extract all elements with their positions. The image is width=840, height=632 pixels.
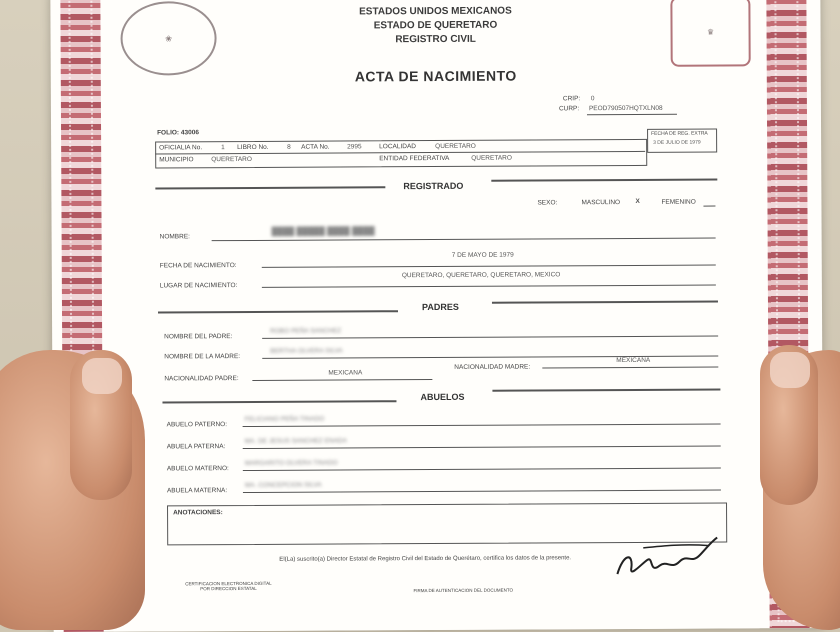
municipio-label: MUNICIPIO — [159, 156, 194, 164]
acta-label: ACTA No. — [301, 143, 330, 151]
lugar-nacimiento-label: LUGAR DE NACIMIENTO: — [159, 282, 238, 290]
sexo-label: SEXO: — [537, 199, 558, 207]
crip-label: CRIP: — [562, 95, 581, 103]
abuelo-materno-label: ABUELO MATERNO: — [166, 465, 229, 473]
acta-value: 2995 — [347, 143, 362, 151]
fecha-nacimiento-label: FECHA DE NACIMIENTO: — [159, 262, 237, 270]
masculino-label: MASCULINO — [581, 199, 621, 207]
femenino-box — [703, 206, 715, 207]
abuela-paterna-value: MA. DE JESUS SANCHEZ ENADA — [244, 437, 347, 446]
header-line-1: ESTADOS UNIDOS MEXICANOS — [359, 5, 512, 18]
document-title: ACTA DE NACIMIENTO — [354, 67, 517, 85]
abuelo-materno-value: MARGARITO OLVERA TINADO — [244, 459, 338, 468]
entidad-label: ENTIDAD FEDERATIVA — [379, 154, 450, 163]
madre-label: NOMBRE DE LA MADRE: — [164, 353, 241, 361]
certification-text: El(La) suscrito(a) Director Estatal de Registro Civil del Estado de Querétaro, certifica los datos de la presente. — [279, 555, 572, 563]
nacionalidad-madre-value: MEXICANA — [616, 356, 651, 365]
madre-value: BERTHA OLVERA SILVA — [270, 347, 343, 355]
fecha-reg-label: FECHA DE REG. EXTRA — [651, 130, 708, 137]
firma-label: FIRMA DE AUTENTICACION DEL DOCUMENTO — [413, 587, 513, 594]
nombre-label: NOMBRE: — [159, 233, 190, 241]
municipio-value: QUERETARO — [211, 155, 252, 164]
femenino-label: FEMENINO — [661, 198, 696, 206]
oficialia-value: 1 — [221, 144, 225, 152]
abuelo-paterno-label: ABUELO PATERNO: — [166, 421, 228, 429]
nacionalidad-madre-label: NACIONALIDAD MADRE: — [454, 363, 531, 371]
nacionalidad-padre-label: NACIONALIDAD PADRE: — [164, 375, 239, 383]
nacionalidad-padre-value: MEXICANA — [328, 369, 363, 377]
header-line-2: ESTADO DE QUERETARO — [373, 19, 498, 32]
registrado-section-title: REGISTRADO — [403, 180, 464, 192]
anotaciones-label: ANOTACIONES: — [173, 509, 223, 517]
curp-label: CURP: — [558, 105, 580, 113]
entidad-value: QUERETARO — [471, 154, 512, 162]
localidad-label: LOCALIDAD — [379, 143, 417, 151]
masculino-mark: X — [635, 197, 640, 205]
oficialia-label: OFICIALIA No. — [159, 144, 203, 152]
localidad-value: QUERETARO — [435, 142, 476, 151]
left-thumbnail — [82, 358, 122, 394]
libro-label: LIBRO No. — [237, 143, 269, 152]
curp-value: PEOD790507HQTXLN08 — [588, 104, 663, 113]
abuela-materna-label: ABUELA MATERNA: — [166, 487, 228, 495]
folio: FOLIO: 43006 — [157, 129, 199, 137]
nombre-value-redacted: ████ █████ ████ ████ — [271, 226, 375, 236]
padre-value: ROBO PEÑA SANCHEZ — [270, 327, 342, 335]
crip-value: 0 — [590, 95, 595, 103]
abuela-paterna-label: ABUELA PATERNA: — [166, 443, 226, 451]
abuelos-section-title: ABUELOS — [420, 391, 465, 403]
right-thumbnail — [770, 352, 810, 388]
handwritten-signature — [613, 534, 723, 583]
padre-label: NOMBRE DEL PADRE: — [164, 333, 233, 341]
mexico-coat-of-arms-seal: ❀ — [120, 1, 216, 76]
fecha-reg-value: 3 DE JULIO DE 1979 — [653, 139, 701, 146]
abuelo-paterno-value: FELICIANO PEÑA TINADO — [244, 415, 325, 424]
electronic-certification-note: CERTIFICACION ELECTRONICA DIGITAL POR DIRECCION ESTATAL — [185, 580, 272, 592]
padres-section-title: PADRES — [421, 301, 459, 313]
fecha-nacimiento-value: 7 DE MAYO DE 1979 — [451, 251, 514, 259]
libro-value: 8 — [287, 143, 291, 151]
header-line-3: REGISTRO CIVIL — [395, 33, 476, 46]
abuela-materna-value: MA. CONCEPCION SILVA — [244, 481, 322, 490]
lugar-nacimiento-value: QUERETARO, QUERETARO, QUERETARO, MEXICO — [401, 271, 561, 280]
birth-certificate — [50, 0, 823, 632]
queretaro-state-seal: ♛ — [670, 0, 750, 67]
